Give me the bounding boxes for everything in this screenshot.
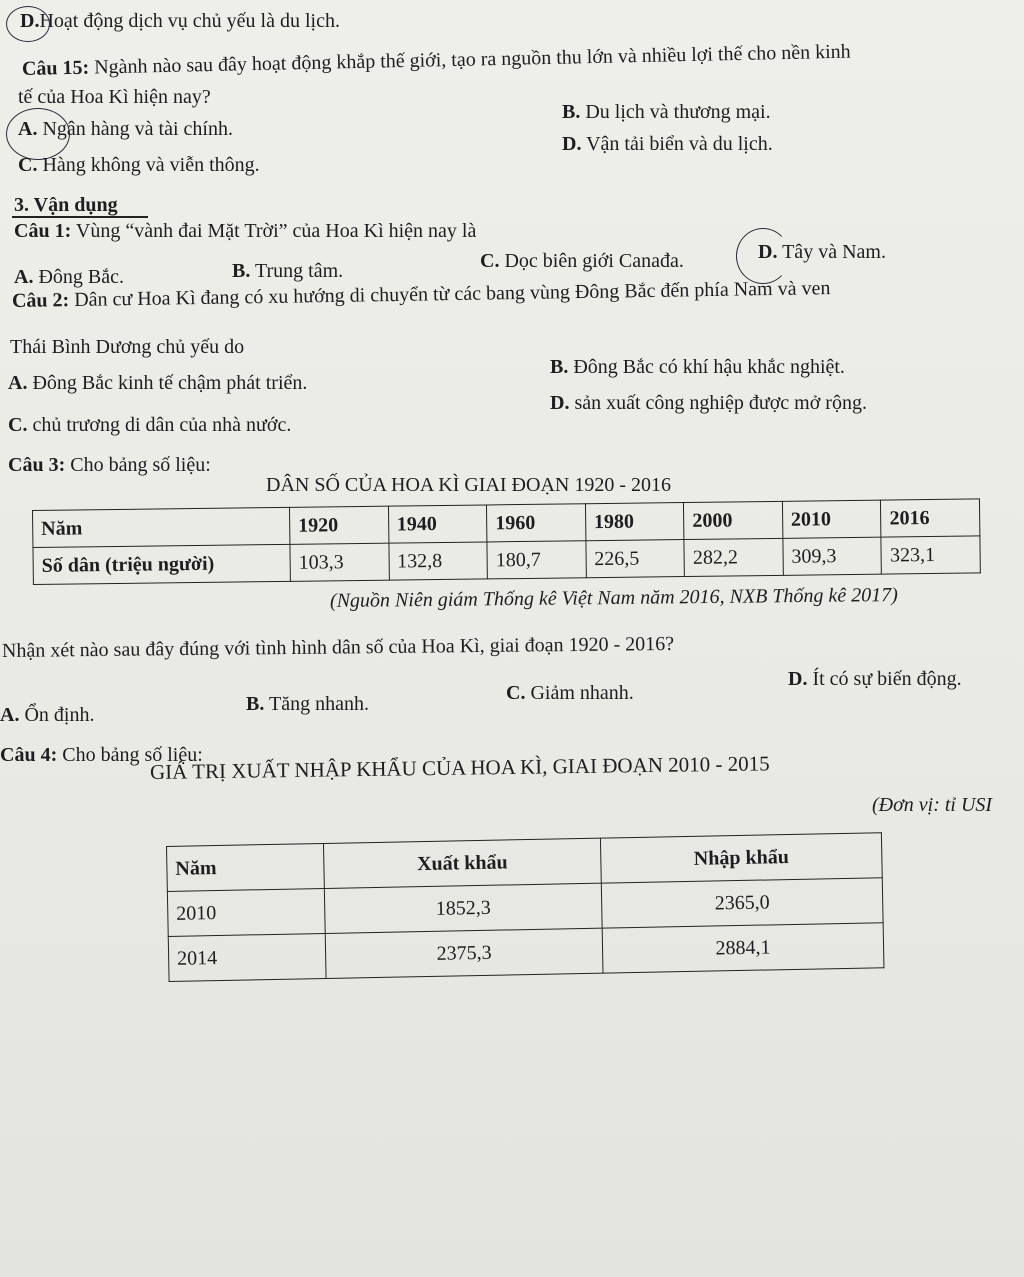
q4-prompt: Câu 4: Cho bảng số liệu: <box>0 744 203 766</box>
table-cell: 2884,1 <box>602 923 884 973</box>
answer-circle-mark <box>736 228 790 284</box>
q14-option-d: D.Hoạt động dịch vụ chủ yếu là du lịch. <box>20 10 340 32</box>
table-header-cell: Năm <box>33 507 290 547</box>
q3-table-source: (Nguồn Niên giám Thống kê Việt Nam năm 2016, NXB Thống kê 2017) <box>329 584 899 612</box>
q2-prompt: Câu 2: Dân cư Hoa Kì đang có xu hướng di chuyển từ các bang vùng Đông Bắc đến phía Nam và ven <box>11 277 831 312</box>
q3-option-c: C. Giảm nhanh. <box>506 682 634 704</box>
table-header-cell: 2000 <box>684 501 783 539</box>
q15-option-c: C. Hàng không và viễn thông. <box>18 154 260 176</box>
q15-prompt-cont: tế của Hoa Kì hiện nay? <box>18 86 211 108</box>
table-cell: 309,3 <box>783 537 882 575</box>
q3-table-title: DÂN SỐ CỦA HOA KÌ GIAI ĐOẠN 1920 - 2016 <box>266 474 671 496</box>
q3-prompt: Câu 3: Cho bảng số liệu: <box>8 454 211 476</box>
q4-trade-table <box>166 832 884 982</box>
q1-option-a: A. Đông Bắc. <box>14 266 124 288</box>
q15-option-b: B. Du lịch và thương mại. <box>562 101 771 123</box>
q1-option-b: B. Trung tâm. <box>232 260 344 282</box>
table-header-cell: 2010 <box>782 500 881 538</box>
answer-circle-mark <box>6 108 70 160</box>
table-header-cell: 2016 <box>881 499 980 537</box>
q15-prompt: Câu 15: Ngành nào sau đây hoạt động khắp thế giới, tạo ra nguồn thu lớn và nhiều lợi thế cho nền kinh <box>21 40 851 80</box>
q1-option-d: D. Tây và Nam. <box>758 241 886 263</box>
table-header-cell: 1920 <box>289 506 388 544</box>
table-cell: 1852,3 <box>324 883 602 933</box>
table-cell: 2010 <box>167 888 325 936</box>
q15-option-a: A. Ngân hàng và tài chính. <box>18 118 233 140</box>
table-header-cell: Năm <box>167 843 325 891</box>
q2-option-c: C. chủ trương di dân của nhà nước. <box>8 414 292 436</box>
table-header-cell: 1980 <box>585 503 684 541</box>
table-cell: 2365,0 <box>601 878 883 928</box>
table-cell: 132,8 <box>388 542 487 580</box>
q3-question: Nhận xét nào sau đây đúng với tình hình dân số của Hoa Kì, giai đoạn 1920 - 2016? <box>1 632 675 662</box>
table-cell: 103,3 <box>290 543 389 581</box>
q3-population-table <box>32 498 981 585</box>
q1-option-c: C. Dọc biên giới Canađa. <box>480 250 684 272</box>
q3-option-d: D. Ít có sự biến động. <box>788 668 962 690</box>
table-cell: 226,5 <box>586 540 685 578</box>
table-cell: 2375,3 <box>325 928 603 978</box>
table-header-cell: 1940 <box>388 505 487 543</box>
section-underline <box>12 216 148 218</box>
table-header-cell: Nhập khẩu <box>600 833 882 883</box>
table-header-cell: Xuất khẩu <box>323 838 601 888</box>
q3-option-a: A. Ổn định. <box>0 704 95 726</box>
q4-unit-label: (Đơn vị: tỉ USI <box>872 794 993 816</box>
answer-circle-mark <box>6 6 50 42</box>
table-cell: 180,7 <box>487 541 586 579</box>
q2-option-a: A. Đông Bắc kinh tế chậm phát triển. <box>8 372 308 394</box>
section-heading: 3. Vận dụng <box>14 194 118 216</box>
q2-prompt-cont: Thái Bình Dương chủ yếu do <box>10 336 245 358</box>
table-header-cell: 1960 <box>487 504 586 542</box>
table-cell: 2014 <box>168 933 326 981</box>
table-cell: 323,1 <box>881 536 980 574</box>
table-cell: Số dân (triệu người) <box>33 544 290 584</box>
q1-prompt: Câu 1: Vùng “vành đai Mặt Trời” của Hoa Kì hiện nay là <box>14 220 477 242</box>
q15-option-d: D. Vận tải biển và du lịch. <box>562 133 773 155</box>
q3-option-b: B. Tăng nhanh. <box>246 693 369 715</box>
q2-option-b: B. Đông Bắc có khí hậu khắc nghiệt. <box>550 356 845 378</box>
table-cell: 282,2 <box>684 538 783 576</box>
q2-option-d: D. sản xuất công nghiệp được mở rộng. <box>550 392 867 414</box>
q4-table-title: GIÁ TRỊ XUẤT NHẬP KHẨU CỦA HOA KÌ, GIAI ĐOẠN 2010 - 2015 <box>149 751 770 784</box>
